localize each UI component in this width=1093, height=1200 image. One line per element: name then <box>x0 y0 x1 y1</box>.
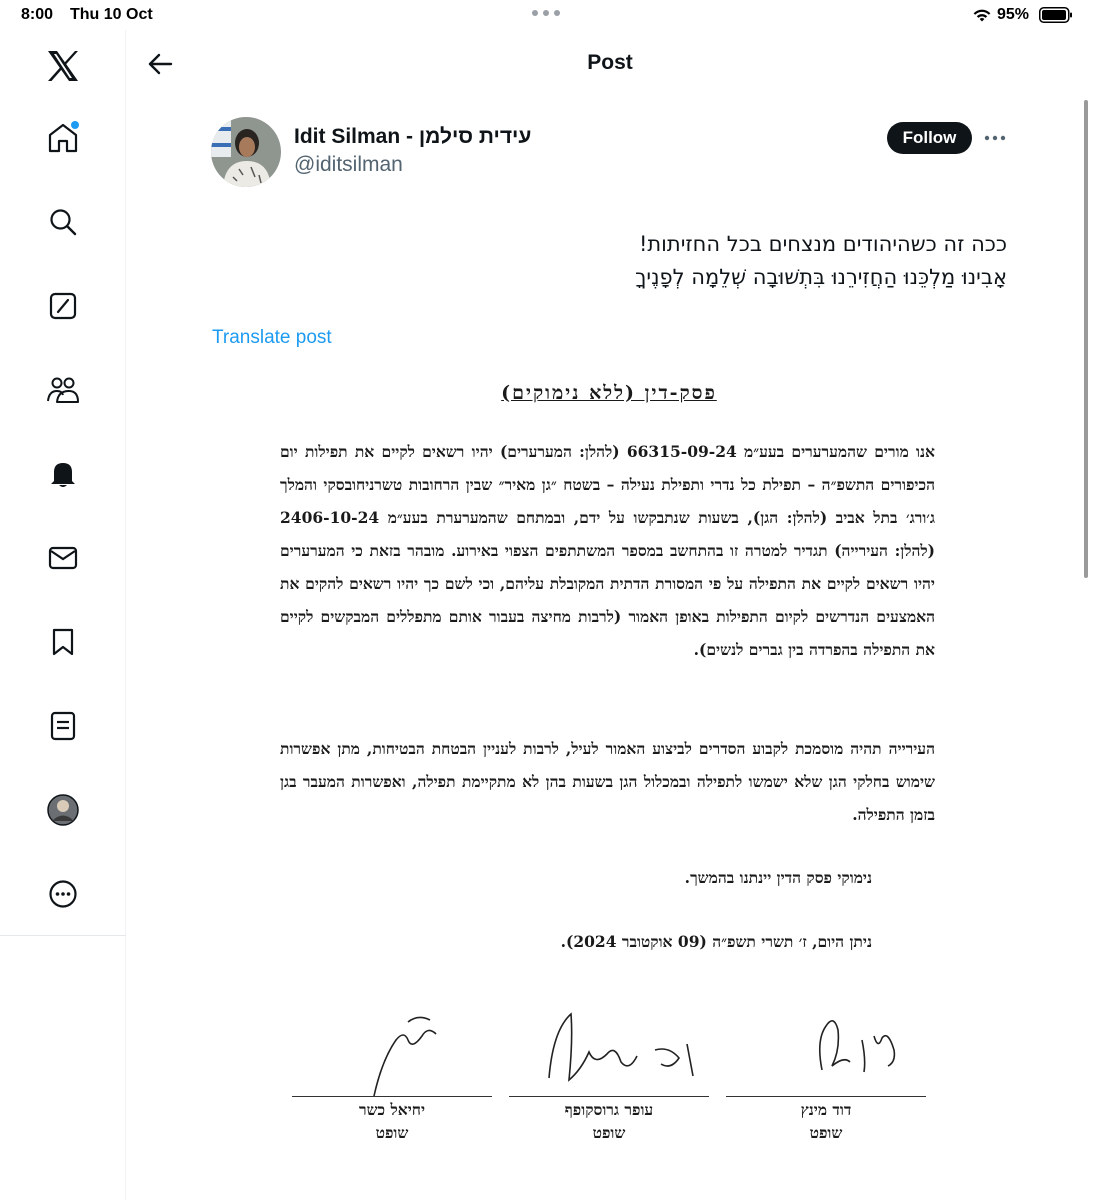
page-title: Post <box>587 51 633 74</box>
post-image-document[interactable] <box>280 370 940 1170</box>
post-text-line: ככה זה כשהיהודים מנצחים בכל החזיתות! <box>638 232 1007 256</box>
scrollbar[interactable] <box>1084 100 1088 578</box>
judge-title: שופט <box>592 1123 626 1142</box>
document-title: פסק-דין (ללא נימוקים) <box>501 382 717 404</box>
document-line: נימוקי פסק הדין יינתנו בהמשך. <box>684 868 872 887</box>
profile-avatar-icon[interactable] <box>41 788 85 832</box>
post-text <box>520 228 1007 294</box>
status-bar <box>0 0 1093 30</box>
x-logo-icon[interactable] <box>41 44 85 88</box>
bookmarks-icon[interactable] <box>41 620 85 664</box>
notifications-bell-icon[interactable] <box>41 452 85 496</box>
lists-icon[interactable] <box>41 704 85 748</box>
signature-block <box>509 1000 709 1150</box>
battery-percentage: 95% <box>997 6 1030 23</box>
judge-name: עופר גרוסקופף <box>564 1100 654 1119</box>
search-icon[interactable] <box>41 200 85 244</box>
author-name[interactable]: Idit Silman - עידית סילמן <box>294 125 532 148</box>
judge-name: יחיאל כשר <box>358 1100 426 1119</box>
follow-button[interactable]: Follow <box>887 122 972 154</box>
communities-icon[interactable] <box>41 368 85 412</box>
sidebar-nav <box>0 30 126 1200</box>
more-circle-icon[interactable] <box>41 872 85 916</box>
author-avatar[interactable] <box>211 117 281 187</box>
judge-name: דוד מינץ <box>800 1100 852 1119</box>
post-text-line: אָבִינוּ מַלְכֵּנוּ הַחֲזִירֵנוּ בִּתְשׁוּבָה שְׁלֵמָה לְפָנֶיךָ <box>635 265 1007 289</box>
nav-divider <box>0 935 126 936</box>
document-paragraph: העירייה תהיה מוסמכת לקבוע הסדרים לביצוע האמור לעיל, לרבות לעניין הבטחת הבטיחות, מתן אפשרות שימוש בחלקי הגן שלא ישמשו לתפילה ובמכלול הגן בשעות בהן לא מתקיימת תפילה, ואפשרות המעבר בגן בזמן התפילה. <box>280 739 935 824</box>
battery-icon <box>1039 7 1073 23</box>
multitasking-dots-icon[interactable] <box>532 10 560 16</box>
wifi-icon <box>972 7 992 23</box>
translate-post-link[interactable]: Translate post <box>212 327 332 348</box>
more-options-icon[interactable] <box>983 126 1007 150</box>
judge-title: שופט <box>375 1123 409 1142</box>
grok-icon[interactable] <box>41 284 85 328</box>
status-time: 8:00 <box>21 6 54 23</box>
document-paragraph: אנו מורים שהמערערים בעע״מ 66315-09-24 (להלן: המערערים) יהיו רשאים לקיים את תפילות יום הכיפורים התשפ״ה – תפילת כל נדרי ותפילת נעילה – בשטח ״גן מאיר״ שבין הרחובות טשרניחובסקי והמלך ג׳ורג׳ בתל אביב (להלן: הגן), בשעות שנתבקשו על ידם, ובמתחם שהמערערת בעע״מ 2406-10-24 (להלן: העירייה) תגדיר למטרה זו בהתחשב במספר המשתתפים הצפוי באירוע. מובהר בזאת כי המערערים יהיו רשאים לקיים את התפילה על פי המסורת הדתית המקובלת עליהם, וכי לשם כך יהיו רשאים להקים את האמצעים הנדרשים לקיום התפילות באופן האמור (לרבות מחיצה בעבור אותם מתפללים המבקשים לקיים את התפילה בהפרדה בין גברים לנשים). <box>280 442 935 659</box>
judge-title: שופט <box>809 1123 843 1142</box>
messages-envelope-icon[interactable] <box>41 536 85 580</box>
document-date-line: ניתן היום, ז׳ תשרי תשפ״ה (09 אוקטובר 2024). <box>560 932 872 951</box>
signature-block <box>726 1000 926 1150</box>
handwritten-signature <box>312 1000 482 1100</box>
handwritten-signature <box>746 1000 916 1100</box>
signature-block <box>292 1000 492 1150</box>
author-handle[interactable]: @iditsilman <box>294 153 403 176</box>
back-arrow-icon[interactable] <box>140 44 180 84</box>
home-icon[interactable] <box>41 116 85 160</box>
handwritten-signature <box>529 1000 699 1100</box>
status-date: Thu 10 Oct <box>70 6 153 23</box>
